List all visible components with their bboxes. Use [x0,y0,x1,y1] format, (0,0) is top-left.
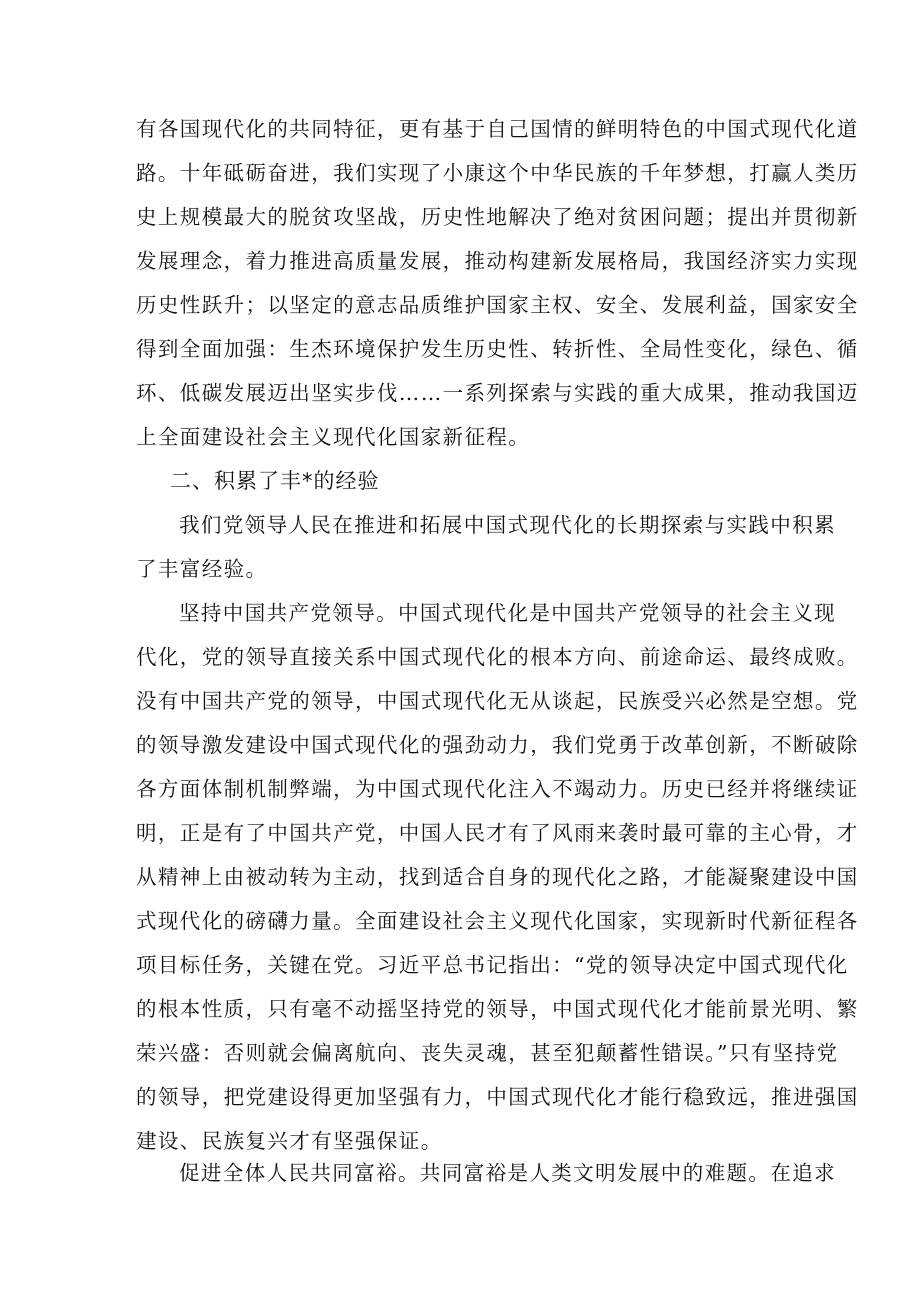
paragraph-1-line-6: 得到全面加强：生杰环境保护发生历史性、转折性、全局性变化，绿色、循 [136,337,859,361]
paragraph-4-line-1: 促进全体人民共同富裕。共同富裕是人类文明发展中的难题。在追求 [179,1161,836,1185]
paragraph-3-line-7: 从精神上由被动转为主动，找到适合自身的现代化之路，才能凝聚建设中国 [136,865,859,889]
paragraph-3-line-4: 的领导激发建设中国式现代化的强劲动力，我们党勇于改革创新，不断破除 [136,733,859,757]
paragraph-3-line-10: 的根本性质，只有毫不动摇坚持党的领导，中国式现代化才能前景光明、繁 [136,997,859,1021]
paragraph-1-line-1: 有各国现代化的共同特征，更有基于自己国情的鲜明特色的中国式现代化道 [136,117,859,141]
paragraph-3-line-2: 代化，党的领导直接关系中国式现代化的根本方向、前途命运、最终成败。 [136,645,859,669]
paragraph-2-line-1: 我们党领导人民在推进和拓展中国式现代化的长期探索与实践中积累 [179,513,836,537]
paragraph-1-line-5: 历史性跃升；以坚定的意志品质维护国家主权、安全、发展利益，国家安全 [136,293,859,317]
paragraph-3-line-11: 荣兴盛：否则就会偏离航向、丧失灵魂，甚至犯颠蓄性错误。”只有坚持党 [136,1041,839,1065]
paragraph-3-line-12: 的领导，把党建设得更加坚强有力，中国式现代化才能行稳致远，推进强国 [136,1085,859,1109]
paragraph-3-line-13: 建设、民族复兴才有坚强保证。 [136,1129,443,1153]
paragraph-1-line-8: 上全面建设社会主义现代化国家新征程。 [136,425,531,449]
paragraph-3-line-3: 没有中国共产党的领导，中国式现代化无从谈起，民族受兴必然是空想。党 [136,689,859,713]
paragraph-3-line-5: 各方面体制机制弊端，为中国式现代化注入不竭动力。历史已经并将继续证 [136,777,859,801]
paragraph-1-line-3: 史上规模最大的脱贫攻坚战，历史性地解决了绝对贫困问题；提出并贯彻新 [136,205,859,229]
paragraph-3-line-1: 坚持中国共产党领导。中国式现代化是中国共产党领导的社会主义现 [179,601,836,625]
paragraph-3-line-6: 明，正是有了中国共产党，中国人民才有了风雨来袭时最可靠的主心骨，才 [136,821,859,845]
paragraph-1-line-4: 发展理念，着力推进高质量发展，推动构建新发展格局，我国经济实力实现 [136,249,859,273]
paragraph-1-line-2: 路。十年砥砺奋进，我们实现了小康这个中华民族的千年梦想，打赢人类历 [136,161,859,185]
document-body [136,0,859,1301]
paragraph-3-line-8: 式现代化的磅礴力量。全面建设社会主义现代化国家，实现新时代新征程各 [136,909,859,933]
paragraph-1-line-7: 环、低碳发展迈出坚实步伐……一系列探索与实践的重大成果，推动我国迈 [136,381,859,405]
paragraph-2-line-2: 了丰富经验。 [136,557,268,581]
paragraph-3-line-9: 项目标任务，关键在党。习近平总书记指出：“党的领导决定中国式现代化 [136,953,849,977]
section-heading: 二、积累了丰*的经验 [170,469,380,493]
